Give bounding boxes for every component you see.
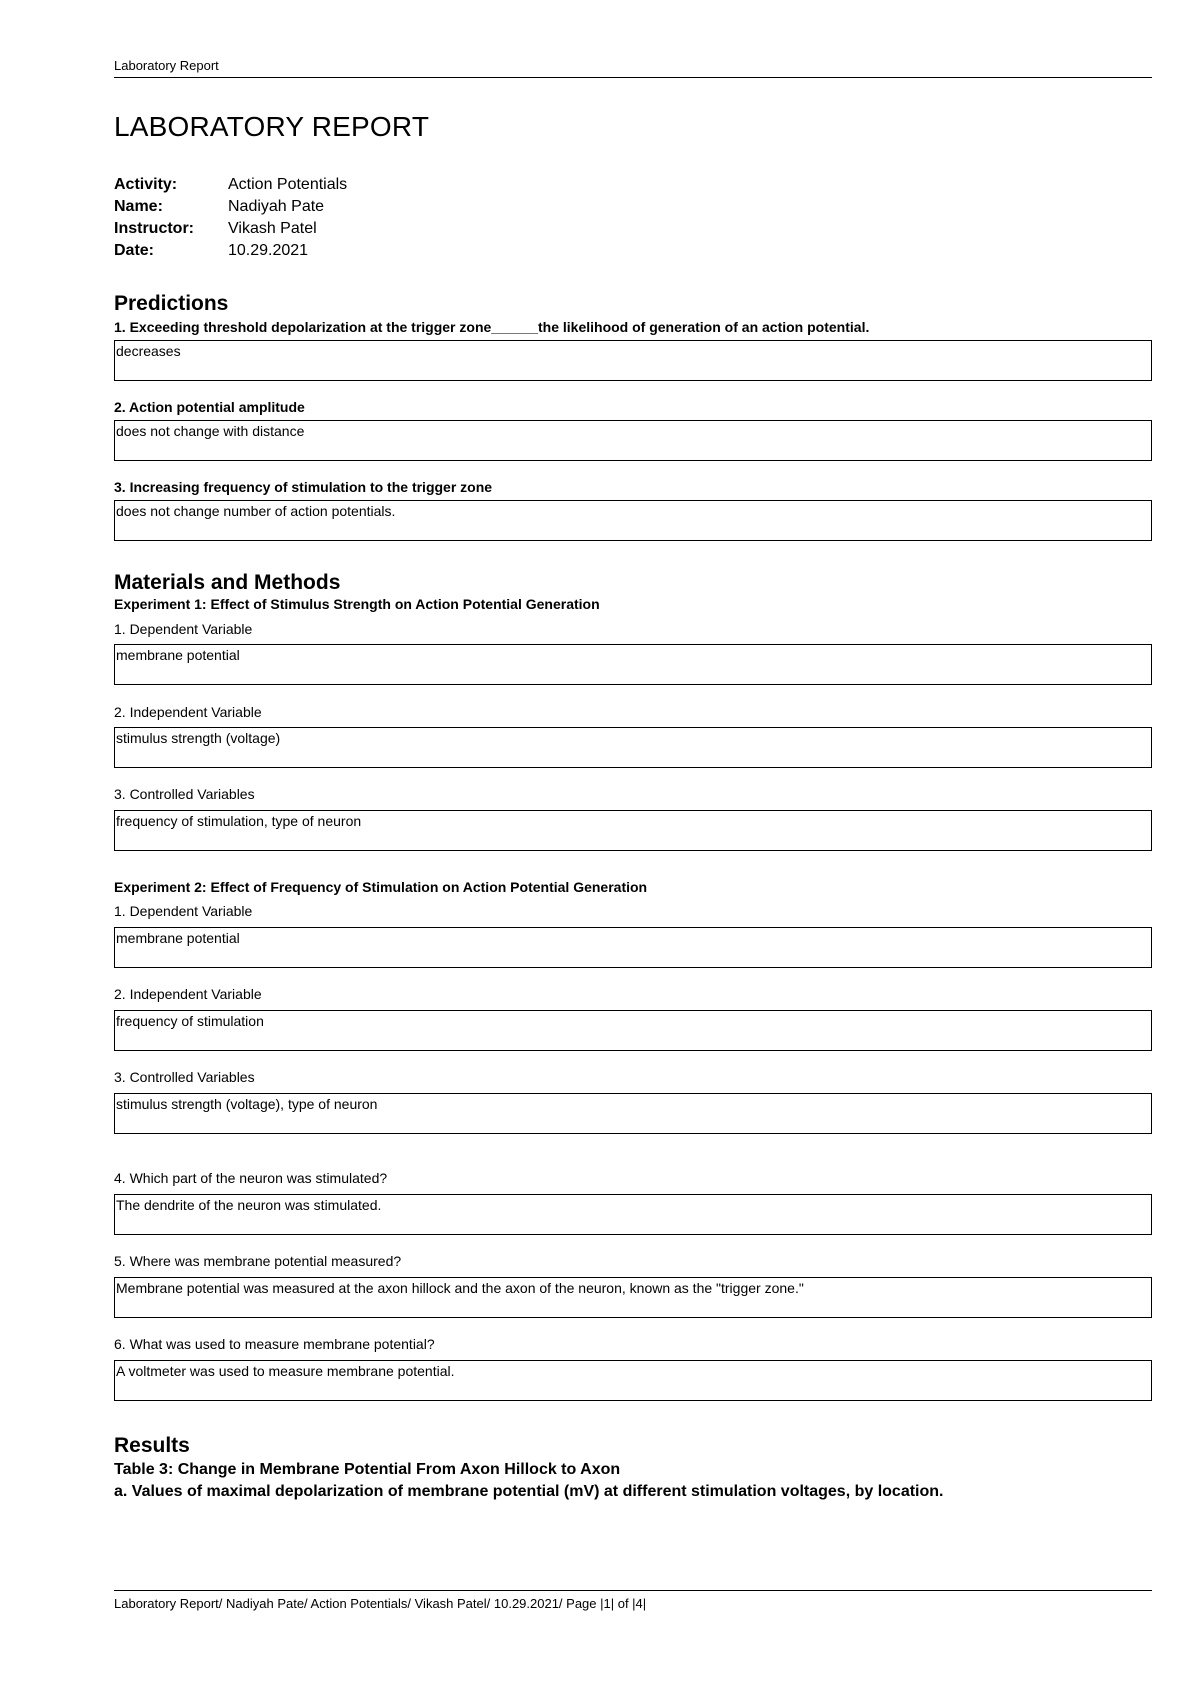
answer-text: membrane potential (116, 930, 240, 946)
table-title: Table 3: Change in Membrane Potential From Axon Hillock to Axon (114, 1461, 621, 1478)
meta-activity (114, 176, 347, 198)
meta-value: Action Potentials (228, 176, 348, 193)
experiment-2-title: Experiment 2: Effect of Frequency of Stimulation on Action Potential Generation (114, 879, 648, 895)
exp2-answer-3[interactable] (114, 1093, 1152, 1134)
exp2-answer-1[interactable] (114, 927, 1152, 968)
answer-text: does not change number of action potentials. (116, 503, 396, 519)
answer-text: frequency of stimulation (116, 1013, 264, 1029)
prediction-question-3: 3. Increasing frequency of stimulation to the trigger zone (114, 479, 493, 495)
methods-answer-6[interactable] (114, 1360, 1152, 1401)
running-footer: Laboratory Report/ Nadiyah Pate/ Action Potentials/ Vikash Patel/ 10.29.2021/ Page |1| of |4| (114, 1596, 647, 1611)
footer-divider (114, 1590, 1152, 1591)
meta-label: Activity: (114, 176, 178, 193)
predictions-heading: Predictions (114, 292, 229, 315)
exp1-question-1: 1. Dependent Variable (114, 621, 253, 637)
header-divider (114, 77, 1152, 78)
meta-value: Vikash Patel (228, 220, 317, 237)
answer-text: does not change with distance (116, 423, 305, 439)
exp2-answer-2[interactable] (114, 1010, 1152, 1051)
table-subtitle: a. Values of maximal depolarization of membrane potential (mV) at different stimulation voltages, by location. (114, 1483, 944, 1500)
exp2-question-1: 1. Dependent Variable (114, 903, 253, 919)
experiment-1-title: Experiment 1: Effect of Stimulus Strength on Action Potential Generation (114, 596, 600, 612)
answer-text: stimulus strength (voltage) (116, 730, 281, 746)
exp1-question-3: 3. Controlled Variables (114, 786, 255, 802)
prediction-answer-3[interactable] (114, 500, 1152, 541)
answer-text: Membrane potential was measured at the axon hillock and the axon of the neuron, known as the "trigger zone." (116, 1280, 804, 1296)
meta-name (114, 198, 347, 220)
results-heading: Results (114, 1434, 190, 1457)
methods-heading: Materials and Methods (114, 571, 341, 594)
answer-text: A voltmeter was used to measure membrane potential. (116, 1363, 455, 1379)
answer-text: frequency of stimulation, type of neuron (116, 813, 362, 829)
methods-question-4: 4. Which part of the neuron was stimulated? (114, 1170, 388, 1186)
meta-label: Date: (114, 242, 155, 259)
exp1-answer-2[interactable] (114, 727, 1152, 768)
exp2-question-3: 3. Controlled Variables (114, 1069, 255, 1085)
meta-label: Instructor: (114, 220, 194, 237)
answer-text: stimulus strength (voltage), type of neuron (116, 1096, 378, 1112)
meta-value: Nadiyah Pate (228, 198, 325, 215)
answer-text: decreases (116, 343, 181, 359)
answer-text: membrane potential (116, 647, 240, 663)
meta-value: 10.29.2021 (228, 242, 309, 259)
meta-label: Name: (114, 198, 163, 215)
answer-text: The dendrite of the neuron was stimulated. (116, 1197, 382, 1213)
prediction-question-2: 2. Action potential amplitude (114, 399, 305, 415)
report-title: LABORATORY REPORT (114, 111, 430, 142)
prediction-answer-1[interactable] (114, 340, 1152, 381)
methods-answer-5[interactable] (114, 1277, 1152, 1318)
prediction-question-1: 1. Exceeding threshold depolarization at the trigger zone______the likelihood of generation of an action potential. (114, 319, 870, 335)
report-meta (114, 176, 347, 264)
exp2-question-2: 2. Independent Variable (114, 986, 262, 1002)
methods-question-6: 6. What was used to measure membrane potential? (114, 1336, 435, 1352)
prediction-answer-2[interactable] (114, 420, 1152, 461)
running-header: Laboratory Report (114, 58, 219, 73)
exp1-question-2: 2. Independent Variable (114, 704, 262, 720)
exp1-answer-1[interactable] (114, 644, 1152, 685)
meta-date (114, 242, 347, 264)
methods-answer-4[interactable] (114, 1194, 1152, 1235)
exp1-answer-3[interactable] (114, 810, 1152, 851)
methods-question-5: 5. Where was membrane potential measured? (114, 1253, 402, 1269)
meta-instructor (114, 220, 347, 242)
